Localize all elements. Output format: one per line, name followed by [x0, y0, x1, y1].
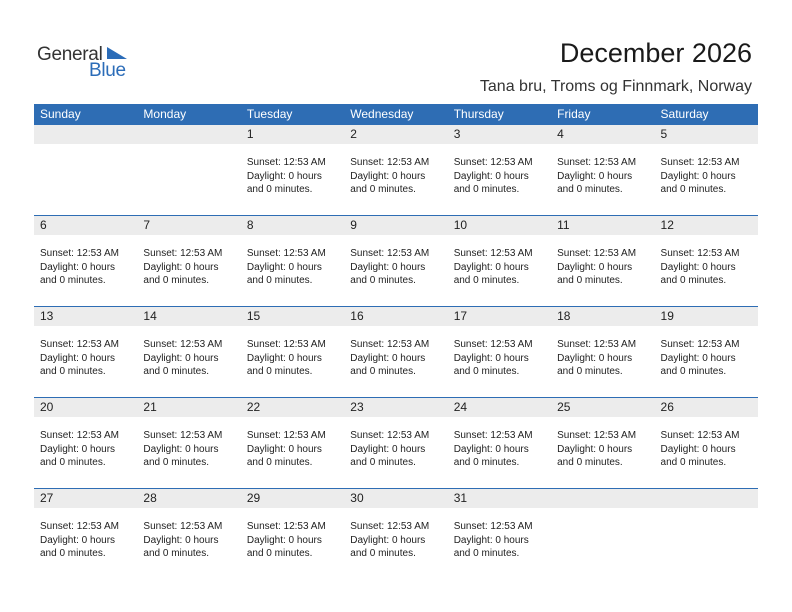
daylight-minutes: and 0 minutes. [453, 548, 520, 559]
day-cell [655, 326, 758, 379]
day-number: 31 [453, 491, 468, 505]
sunset-time: Sunset: 12:53 AM [246, 521, 326, 532]
sunset-time: Sunset: 12:53 AM [246, 248, 326, 259]
sunset-time: Sunset: 12:53 AM [143, 248, 223, 259]
day-cell [137, 144, 240, 197]
day-info-row [34, 417, 758, 470]
day-number: 28 [143, 491, 157, 505]
day-number: 24 [453, 400, 468, 414]
daylight-hours: Daylight: 0 hours [660, 261, 736, 273]
sunset-time: Sunset: 12:53 AM [557, 248, 637, 259]
day-number-row [34, 398, 758, 417]
day-number-row [34, 216, 758, 235]
day-number: 23 [350, 400, 364, 414]
week-row [34, 125, 758, 215]
daylight-hours: Daylight: 0 hours [40, 352, 116, 364]
daylight-hours: Daylight: 0 hours [453, 170, 529, 182]
daylight-minutes: and 0 minutes. [453, 184, 520, 195]
day-info-row [34, 508, 758, 561]
day-cell [137, 417, 240, 470]
day-number [34, 125, 137, 144]
day-cell [241, 144, 344, 197]
sunset-time: Sunset: 12:53 AM [40, 339, 119, 350]
day-cell [655, 508, 758, 561]
week-row [34, 488, 758, 579]
week-row [34, 215, 758, 306]
day-cell [655, 144, 758, 197]
day-cell [551, 417, 654, 470]
day-cell [448, 235, 551, 288]
daylight-minutes: and 0 minutes. [246, 275, 313, 286]
day-cell [34, 235, 137, 288]
sunset-time: Sunset: 12:53 AM [557, 339, 637, 350]
day-number-row [34, 489, 758, 508]
sunset-time: Sunset: 12:53 AM [40, 430, 119, 441]
day-cell [551, 235, 654, 288]
daylight-minutes: and 0 minutes. [40, 548, 106, 559]
day-cell [448, 144, 551, 197]
day-number: 1 [246, 127, 254, 141]
daylight-hours: Daylight: 0 hours [453, 443, 529, 455]
logo-blue-text: Blue [89, 60, 126, 81]
day-cell [137, 508, 240, 561]
daylight-hours: Daylight: 0 hours [660, 170, 736, 182]
day-number: 10 [453, 218, 468, 232]
daylight-hours: Daylight: 0 hours [660, 352, 736, 364]
daylight-minutes: and 0 minutes. [40, 457, 106, 468]
day-cell [241, 235, 344, 288]
day-number: 16 [350, 309, 364, 323]
daylight-minutes: and 0 minutes. [350, 275, 416, 286]
daylight-hours: Daylight: 0 hours [350, 352, 426, 364]
logo [37, 44, 137, 80]
daylight-minutes: and 0 minutes. [350, 184, 416, 195]
daylight-hours: Daylight: 0 hours [350, 534, 426, 546]
day-cell [34, 417, 137, 470]
sunset-time: Sunset: 12:53 AM [350, 248, 430, 259]
week-row [34, 306, 758, 397]
daylight-minutes: and 0 minutes. [143, 366, 210, 377]
day-number: 29 [246, 491, 261, 505]
sunset-time: Sunset: 12:53 AM [660, 430, 740, 441]
day-cell [551, 326, 654, 379]
daylight-hours: Daylight: 0 hours [557, 352, 633, 364]
day-number: 22 [246, 400, 261, 414]
daylight-minutes: and 0 minutes. [660, 184, 727, 195]
logo-general-text: General [37, 44, 103, 65]
day-cell [241, 417, 344, 470]
weekday-friday: Friday [557, 107, 591, 121]
day-number-row [34, 125, 758, 144]
daylight-hours: Daylight: 0 hours [453, 352, 529, 364]
daylight-hours: Daylight: 0 hours [453, 261, 529, 273]
day-cell [34, 326, 137, 379]
day-number: 8 [246, 218, 254, 232]
logo-triangle-icon [107, 47, 127, 61]
day-cell [344, 144, 447, 197]
daylight-hours: Daylight: 0 hours [143, 534, 219, 546]
daylight-minutes: and 0 minutes. [660, 275, 727, 286]
sunset-time: Sunset: 12:53 AM [350, 339, 430, 350]
daylight-minutes: and 0 minutes. [40, 366, 106, 377]
sunset-time: Sunset: 12:53 AM [660, 157, 740, 168]
sunset-time: Sunset: 12:53 AM [246, 157, 326, 168]
sunset-time: Sunset: 12:53 AM [557, 157, 637, 168]
daylight-hours: Daylight: 0 hours [350, 443, 426, 455]
daylight-minutes: and 0 minutes. [143, 275, 210, 286]
daylight-hours: Daylight: 0 hours [143, 352, 219, 364]
daylight-minutes: and 0 minutes. [453, 457, 520, 468]
daylight-hours: Daylight: 0 hours [143, 261, 219, 273]
day-cell [344, 235, 447, 288]
sunset-time: Sunset: 12:53 AM [350, 157, 430, 168]
day-number-row [34, 307, 758, 326]
daylight-hours: Daylight: 0 hours [40, 534, 116, 546]
daylight-minutes: and 0 minutes. [660, 457, 727, 468]
daylight-minutes: and 0 minutes. [350, 457, 416, 468]
sunset-time: Sunset: 12:53 AM [660, 248, 740, 259]
sunset-time: Sunset: 12:53 AM [246, 339, 326, 350]
weekday-wednesday: Wednesday [350, 107, 414, 121]
day-cell [344, 417, 447, 470]
daylight-hours: Daylight: 0 hours [557, 261, 633, 273]
day-cell [34, 144, 137, 197]
sunset-time: Sunset: 12:53 AM [453, 339, 533, 350]
daylight-minutes: and 0 minutes. [246, 457, 313, 468]
weekday-monday: Monday [143, 107, 187, 121]
sunset-time: Sunset: 12:53 AM [350, 430, 430, 441]
day-cell [34, 508, 137, 561]
day-number: 9 [350, 218, 357, 232]
day-info-row [34, 326, 758, 379]
day-cell [655, 235, 758, 288]
day-number: 4 [557, 127, 564, 141]
daylight-minutes: and 0 minutes. [453, 366, 520, 377]
daylight-minutes: and 0 minutes. [350, 366, 416, 377]
daylight-minutes: and 0 minutes. [40, 275, 106, 286]
daylight-minutes: and 0 minutes. [557, 184, 623, 195]
daylight-hours: Daylight: 0 hours [350, 170, 426, 182]
day-cell [344, 326, 447, 379]
day-cell [241, 508, 344, 561]
day-number: 26 [660, 400, 674, 414]
daylight-hours: Daylight: 0 hours [246, 443, 322, 455]
day-cell [344, 508, 447, 561]
daylight-minutes: and 0 minutes. [246, 366, 313, 377]
sunset-time: Sunset: 12:53 AM [40, 521, 119, 532]
day-number [137, 125, 240, 144]
day-number: 21 [143, 400, 157, 414]
daylight-hours: Daylight: 0 hours [40, 443, 116, 455]
day-number: 13 [40, 309, 54, 323]
daylight-hours: Daylight: 0 hours [557, 170, 633, 182]
sunset-time: Sunset: 12:53 AM [453, 430, 533, 441]
day-number: 3 [453, 127, 461, 141]
sunset-time: Sunset: 12:53 AM [453, 521, 533, 532]
sunset-time: Sunset: 12:53 AM [660, 339, 740, 350]
calendar-title: December 2026 [559, 38, 752, 68]
weekday-sunday: Sunday [40, 107, 81, 121]
daylight-minutes: and 0 minutes. [557, 457, 623, 468]
day-number: 19 [660, 309, 674, 323]
daylight-minutes: and 0 minutes. [246, 548, 313, 559]
sunset-time: Sunset: 12:53 AM [350, 521, 430, 532]
day-cell [137, 235, 240, 288]
daylight-minutes: and 0 minutes. [557, 366, 623, 377]
weekday-thursday: Thursday [453, 107, 504, 121]
day-cell [448, 326, 551, 379]
sunset-time: Sunset: 12:53 AM [557, 430, 637, 441]
daylight-minutes: and 0 minutes. [246, 184, 313, 195]
day-number [551, 489, 654, 508]
weekday-saturday: Saturday [660, 107, 709, 121]
daylight-hours: Daylight: 0 hours [246, 261, 322, 273]
daylight-minutes: and 0 minutes. [557, 275, 623, 286]
day-number: 12 [660, 218, 674, 232]
day-info-row [34, 144, 758, 197]
day-number: 30 [350, 491, 364, 505]
daylight-hours: Daylight: 0 hours [453, 534, 529, 546]
day-number: 18 [557, 309, 571, 323]
day-info-row [34, 235, 758, 288]
sunset-time: Sunset: 12:53 AM [143, 339, 223, 350]
sunset-time: Sunset: 12:53 AM [143, 430, 223, 441]
sunset-time: Sunset: 12:53 AM [40, 248, 119, 259]
sunset-time: Sunset: 12:53 AM [143, 521, 223, 532]
day-cell [137, 326, 240, 379]
sunset-time: Sunset: 12:53 AM [453, 157, 533, 168]
day-number: 15 [246, 309, 261, 323]
day-cell [448, 508, 551, 561]
day-number: 5 [660, 127, 668, 141]
day-number: 17 [453, 309, 468, 323]
day-cell [241, 326, 344, 379]
sunset-time: Sunset: 12:53 AM [453, 248, 533, 259]
daylight-minutes: and 0 minutes. [143, 457, 210, 468]
weekday-tuesday: Tuesday [246, 107, 293, 121]
day-number [655, 489, 758, 508]
day-number: 7 [143, 218, 151, 232]
daylight-hours: Daylight: 0 hours [350, 261, 426, 273]
day-number: 25 [557, 400, 571, 414]
calendar-grid [34, 104, 758, 579]
daylight-hours: Daylight: 0 hours [660, 443, 736, 455]
weeks-container [34, 125, 758, 579]
day-number: 11 [557, 218, 570, 232]
day-number: 6 [40, 218, 47, 232]
sunset-time: Sunset: 12:53 AM [246, 430, 326, 441]
day-cell [551, 508, 654, 561]
daylight-minutes: and 0 minutes. [660, 366, 727, 377]
day-number: 27 [40, 491, 54, 505]
day-number: 20 [40, 400, 54, 414]
day-cell [448, 417, 551, 470]
daylight-minutes: and 0 minutes. [350, 548, 416, 559]
day-cell [655, 417, 758, 470]
daylight-hours: Daylight: 0 hours [246, 170, 322, 182]
daylight-hours: Daylight: 0 hours [557, 443, 633, 455]
week-row [34, 397, 758, 488]
daylight-minutes: and 0 minutes. [453, 275, 520, 286]
day-number: 2 [350, 127, 357, 141]
daylight-hours: Daylight: 0 hours [246, 534, 322, 546]
day-number: 14 [143, 309, 157, 323]
daylight-hours: Daylight: 0 hours [40, 261, 116, 273]
day-cell [551, 144, 654, 197]
location-subtitle: Tana bru, Troms og Finnmark, Norway [479, 78, 752, 95]
daylight-hours: Daylight: 0 hours [246, 352, 322, 364]
daylight-minutes: and 0 minutes. [143, 548, 210, 559]
weekday-header-row [34, 104, 758, 125]
daylight-hours: Daylight: 0 hours [143, 443, 219, 455]
